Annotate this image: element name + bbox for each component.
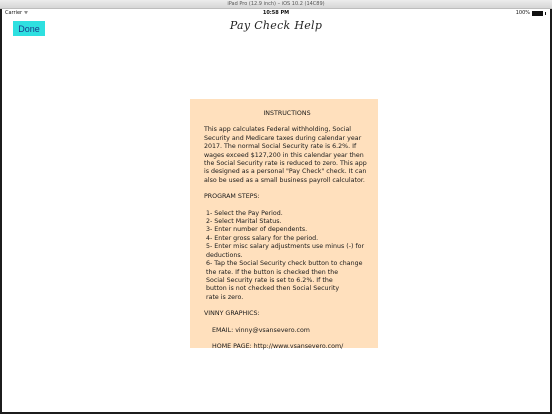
step-text: 1- Select the Pay Period.	[206, 209, 283, 217]
list-item	[206, 226, 370, 234]
company-name: VINNY GRAPHICS:	[204, 310, 260, 318]
step-text: 6- Tap the Social Security check button to change the rate. If the button is checked then the Social Security rate is set to 6.2%. If the button is not checked then Social Security rate is zero.	[206, 260, 363, 301]
contact-homepage[interactable]: HOME PAGE: http://www.vsansevero.com/	[212, 342, 344, 350]
battery-tip	[545, 12, 546, 15]
list-item	[206, 210, 370, 218]
simulator-frame-left	[0, 9, 2, 414]
list-item	[206, 243, 370, 260]
step-text: 5- Enter misc salary adjustments use minus (-) for deductions.	[206, 243, 365, 259]
status-time: 10:58 PM	[262, 10, 290, 16]
page-title: Pay Check Help	[229, 19, 323, 32]
list-item	[206, 218, 370, 226]
simulator-title: iPad Pro (12.9 inch) – iOS 10.2 (14C89)	[227, 1, 325, 7]
done-button[interactable]: Done	[13, 21, 45, 36]
instructions-panel	[190, 99, 378, 348]
steps-heading: PROGRAM STEPS:	[204, 193, 260, 201]
step-text: 2- Select Marital Status.	[206, 218, 282, 226]
battery-indicator	[516, 10, 546, 16]
list-item	[206, 235, 370, 243]
simulator-titlebar	[0, 0, 552, 9]
contact-email[interactable]: EMAIL: vinny@vsansevero.com	[212, 326, 310, 334]
instructions-heading: INSTRUCTIONS	[263, 110, 311, 117]
status-bar	[2, 9, 550, 19]
list-item	[206, 260, 370, 302]
carrier-label: Carrier ᯤ	[5, 10, 29, 16]
battery-fill	[533, 12, 542, 15]
instructions-intro: This app calculates Federal withholding, Social Security and Medicare taxes during calendar year 2017. The normal Social Security rate is 6.2%. If wages exceed $127,200 in this calendar year then the Social Security rate is reduced to zero. This app is designed as a personal "Pay Check" check. It can also be used as a small business payroll calculator.	[204, 126, 367, 184]
program-steps-list	[206, 210, 370, 302]
step-text: 3- Enter number of dependents.	[206, 226, 308, 234]
battery-percent: 100%	[515, 10, 530, 16]
step-text: 4- Enter gross salary for the period.	[206, 234, 319, 242]
battery-icon	[532, 11, 543, 16]
